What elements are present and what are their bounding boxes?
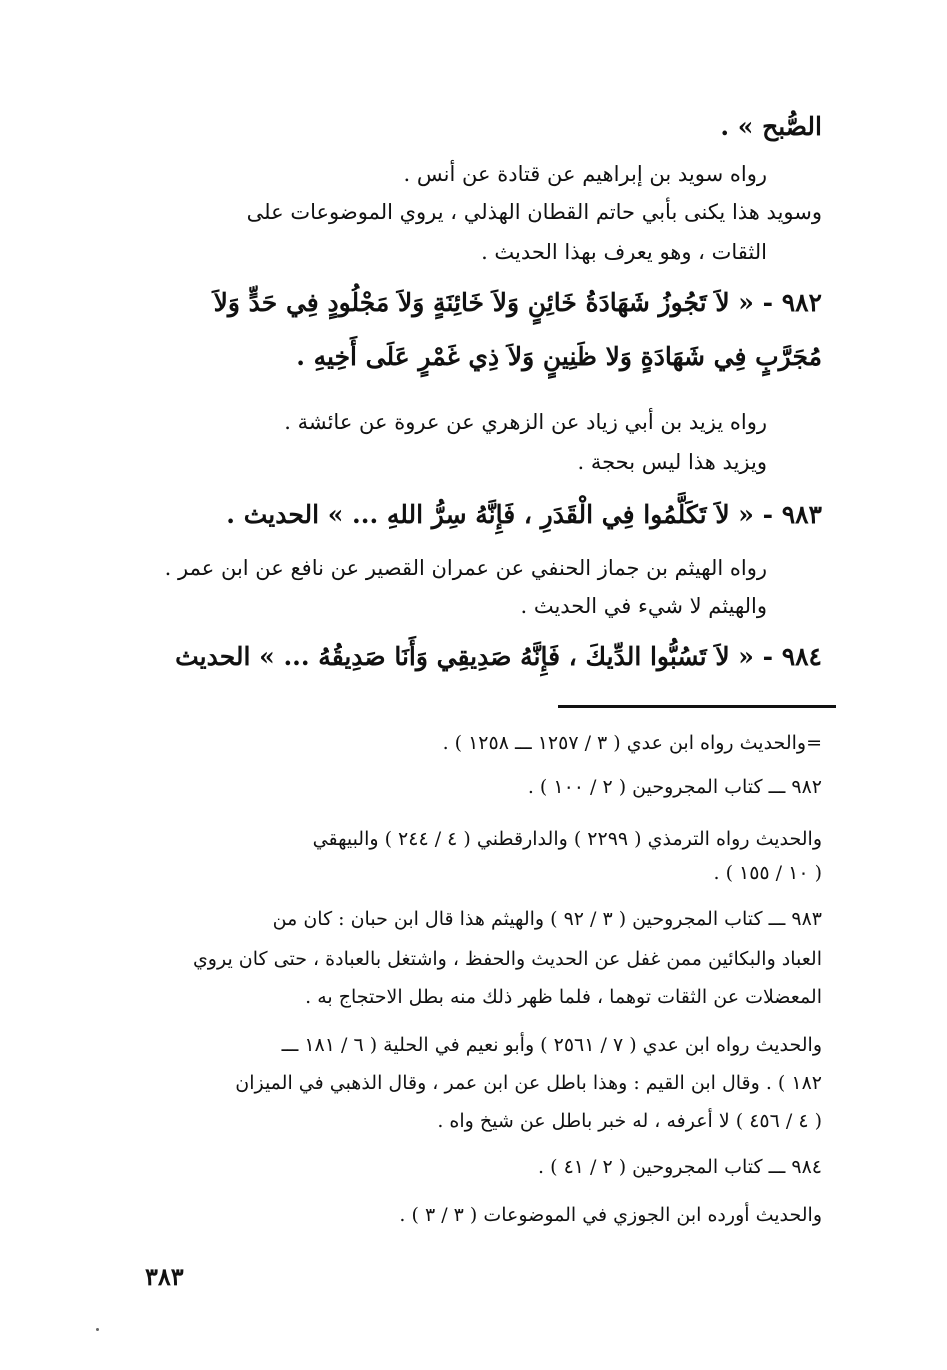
scan-speck	[96, 1328, 99, 1331]
footnote-line: =والحديث رواه ابن عدي ( ٣ / ١٢٥٧ ـــ ١٢٥٨ ) .	[442, 732, 822, 754]
page-number: ٣٨٣	[145, 1262, 184, 1291]
narration-line: رواه الهيثم بن جماز الحنفي عن عمران القصير عن نافع عن ابن عمر .	[164, 556, 767, 580]
footnote-line: ١٨٢ ) . وقال ابن القيم : وهذا باطل عن ابن عمر ، وقال الذهبي في الميزان	[235, 1072, 822, 1094]
footnote-separator	[558, 705, 836, 708]
narration-line: وسويد هذا يكنى بأبي حاتم القطان الهذلي ، يروي الموضوعات على	[246, 200, 822, 224]
narration-line: والهيثم لا شيء في الحديث .	[520, 594, 767, 618]
hadith-984: ٩٨٤ - « لاَ تَسُبُّوا الدِّيكَ ، فَإِنَّهُ صَدِيقِي وَأَنَا صَدِيقُهُ ... » الحديث	[175, 642, 822, 671]
footnote-line: ( ٤ / ٤٥٦ ) لا أعرفه ، له خبر باطل عن شيخ واه .	[437, 1110, 822, 1132]
continuation-line: الصُّبح » .	[720, 112, 822, 141]
narration-line: رواه يزيد بن أبي زياد عن الزهري عن عروة عن عائشة .	[284, 410, 767, 434]
footnote-line: والحديث أورده ابن الجوزي في الموضوعات ( ٣ / ٣ ) .	[399, 1204, 822, 1226]
footnote-982: ٩٨٢ ـــ كتاب المجروحين ( ٢ / ١٠٠ ) .	[527, 776, 822, 798]
narration-line: الثقات ، وهو يعرف بهذا الحديث .	[481, 240, 767, 264]
hadith-983: ٩٨٣ - « لاَ تَكَلَّمُوا فِي الْقَدَرِ ، فَإِنَّهُ سِرُّ اللهِ ... » الحديث .	[226, 500, 822, 529]
narration-line: ويزيد هذا ليس بحجة .	[577, 450, 767, 474]
narration-line: رواه سويد بن إبراهيم عن قتادة عن أنس .	[403, 162, 767, 186]
footnote-984: ٩٨٤ ـــ كتاب المجروحين ( ٢ / ٤١ ) .	[538, 1156, 822, 1178]
hadith-982: ٩٨٢ - « لاَ تَجُوزُ شَهَادَةُ خَائِنٍ وَلاَ خَائِنَةٍ وَلاَ مَجْلُودٍ فِي حَدٍّ وَلاَ	[213, 288, 822, 317]
footnote-line: والحديث رواه الترمذي ( ٢٢٩٩ ) والدارقطني ( ٤ / ٢٤٤ ) والبيهقي	[312, 828, 822, 850]
footnote-line: العباد والبكائين ممن غفل عن الحديث والحفظ ، واشتغل بالعبادة ، حتى كان يروي	[192, 948, 822, 970]
footnote-983: ٩٨٣ ـــ كتاب المجروحين ( ٣ / ٩٢ ) والهيثم هذا قال ابن حبان : كان من	[272, 908, 822, 930]
footnote-line: المعضلات عن الثقات توهما ، فلما ظهر ذلك منه بطل الاحتجاج به .	[305, 986, 822, 1008]
footnote-line: ( ١٠ / ١٥٥ ) .	[713, 862, 822, 884]
footnote-line: والحديث رواه ابن عدي ( ٧ / ٢٥٦١ ) وأبو نعيم في الحلية ( ٦ / ١٨١ ـــ	[281, 1034, 822, 1056]
hadith-982-continued: مُجَرَّبٍ فِي شَهَادَةٍ وَلا ظَنِينٍ وَلاَ ذِي غَمْرٍ عَلَى أَخِيهِ .	[296, 342, 822, 371]
